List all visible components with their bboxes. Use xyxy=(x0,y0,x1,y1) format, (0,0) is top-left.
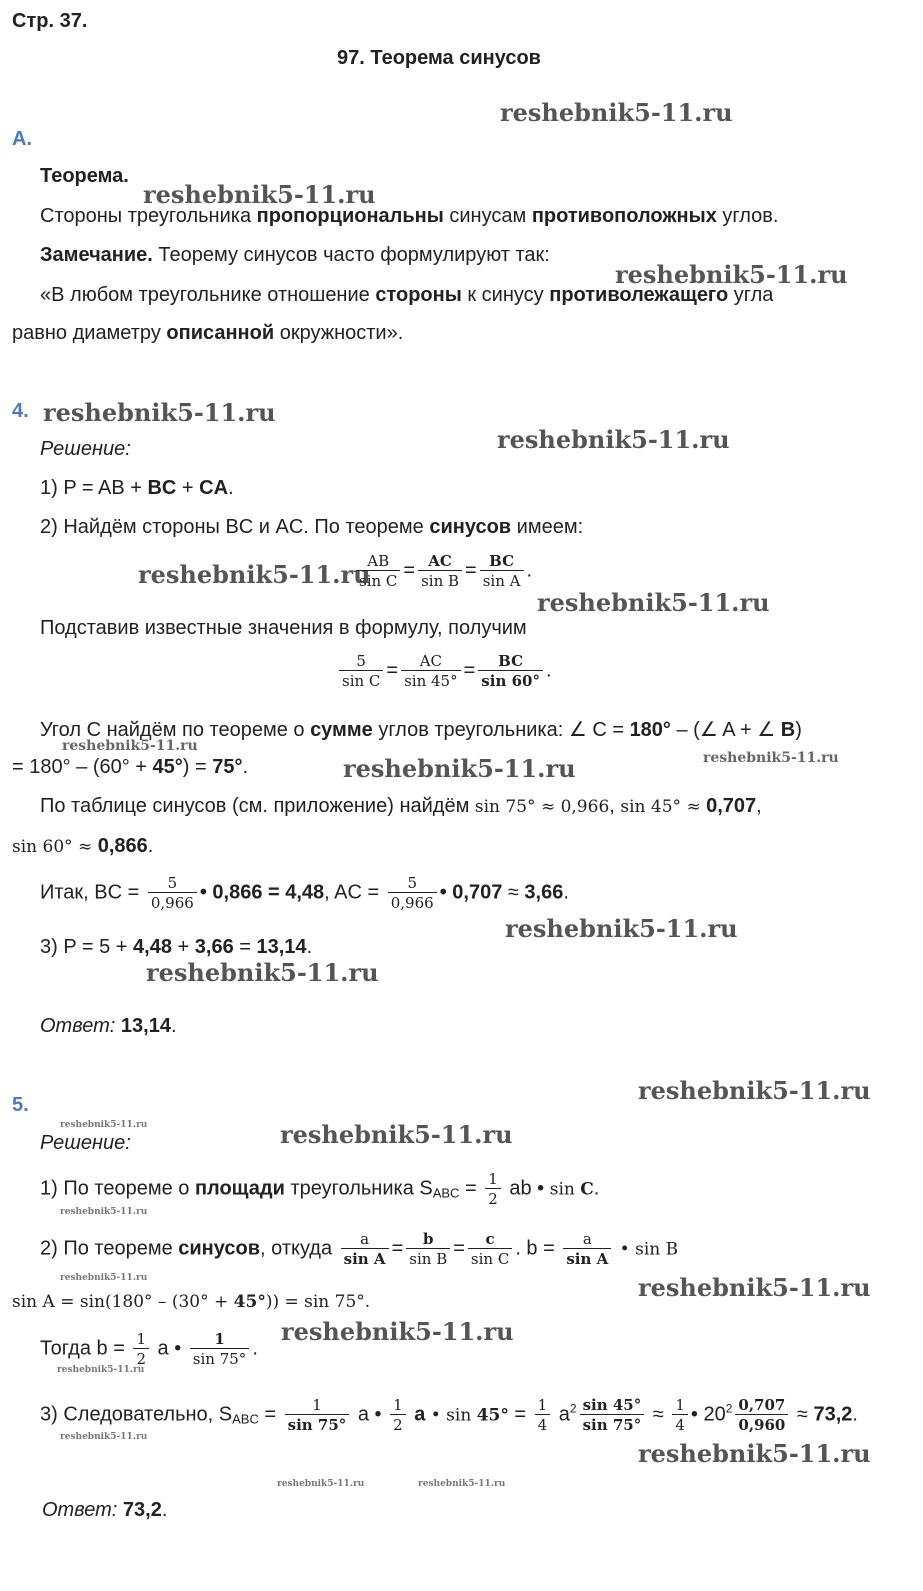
sine-table-line-1: По таблице синусов (см. приложение) найдём sin 75° ≈ 0,966, sin 45° ≈ 0,707, xyxy=(40,795,762,817)
sine-table-line-2: sin 60° ≈ 0,866. xyxy=(12,835,154,857)
watermark: reshebnik5-11.ru xyxy=(138,560,371,589)
answer-5: Ответ: 73,2. xyxy=(42,1499,168,1521)
answer-4: Ответ: 13,14. xyxy=(40,1015,177,1037)
task-marker-5: 5. xyxy=(12,1094,29,1116)
watermark: reshebnik5-11.ru xyxy=(638,1076,871,1105)
theorem-text: Стороны треугольника пропорциональны синусам противоположных углов. xyxy=(40,205,779,227)
watermark: reshebnik5-11.ru xyxy=(281,1317,514,1346)
substitution-text: Подставив известные значения в формулу, получим xyxy=(40,617,527,639)
watermark: reshebnik5-11.ru xyxy=(43,398,276,427)
watermark: reshebnik5-11.ru xyxy=(143,180,376,209)
solution-label: Решение: xyxy=(40,438,131,460)
watermark: reshebnik5-11.ru xyxy=(60,1432,148,1442)
sine-law-formula: $\frac{AB}{\text{sin C}}$ = $\frac{AC}{\text{sin B}}$ = $\frac{BC}{\text{sin A}}$ . xyxy=(353,552,532,590)
angle-c-line-1: Угол C найдём по теореме о сумме углов треугольника: ∠ C = 180° – (∠ A + ∠ B) xyxy=(40,719,802,741)
watermark: reshebnik5-11.ru xyxy=(418,1479,506,1489)
watermark: reshebnik5-11.ru xyxy=(60,1207,148,1217)
b-expression: Тогда b = $\frac{1}{2}$ a • $\frac{1}{\sin 75^\circ}$ . xyxy=(40,1330,258,1368)
step-2: 2) Найдём стороны BC и AC. По теореме синусов имеем: xyxy=(40,516,584,538)
remark-text: Замечание. Теорему синусов часто формулируют так: xyxy=(40,244,550,266)
quote-line-2: равно диаметру описанной окружности». xyxy=(12,322,404,344)
substituted-formula: $\frac{5}{\text{sin C}}$ = $\frac{AC}{\sin 45^\circ}$ = $\frac{BC}{\sin 60^\circ}$ . xyxy=(336,652,552,690)
watermark: reshebnik5-11.ru xyxy=(146,958,379,987)
section-marker-a: А. xyxy=(12,128,32,150)
watermark: reshebnik5-11.ru xyxy=(703,750,839,766)
quote-line-1: «В любом треугольнике отношение стороны к синусу противолежащего угла xyxy=(40,284,774,306)
angle-c-line-2: = 180° – (60° + 45°) = 75°. xyxy=(12,756,249,778)
page-label: Стр. 37. xyxy=(12,10,88,32)
watermark: reshebnik5-11.ru xyxy=(505,914,738,943)
watermark: reshebnik5-11.ru xyxy=(277,1479,365,1489)
step-1: 1) P = AB + BC + CA. xyxy=(40,477,234,499)
task-marker-4: 4. xyxy=(12,400,29,422)
step-3: 3) P = 5 + 4,48 + 3,66 = 13,14. xyxy=(40,936,313,958)
watermark: reshebnik5-11.ru xyxy=(60,1120,148,1130)
watermark: reshebnik5-11.ru xyxy=(638,1273,871,1302)
watermark: reshebnik5-11.ru xyxy=(280,1120,513,1149)
watermark: reshebnik5-11.ru xyxy=(537,588,770,617)
result-sides: Итак, BC = $\frac{5}{0,966}$ • 0,866 = 4,48, AC = $\frac{5}{0,966}$ • 0,707 ≈ 3,66. xyxy=(40,874,569,912)
solution-label: Решение: xyxy=(40,1132,131,1154)
area-step-3: 3) Следовательно, $S_{ABC}$ = $\frac{1}{\sin 75^\circ}$ a • $\frac{1}{2}$ a • sin 45° = $\frac{1}{4}$ $a^2$ $\frac{\sin 45^\circ}{\sin 75^\circ}$ ≈ $\frac{1}{4}$ • $20^2$ $\frac{0,707}{0,960}$ ≈ 73,2. xyxy=(40,1396,858,1434)
watermark: reshebnik5-11.ru xyxy=(500,98,733,127)
area-step-1: 1) По теореме о площади треугольника $S_{ABC}$ = $\frac{1}{2}$ ab • sin C. xyxy=(40,1170,600,1208)
watermark: reshebnik5-11.ru xyxy=(343,754,576,783)
watermark: reshebnik5-11.ru xyxy=(62,738,198,754)
watermark: reshebnik5-11.ru xyxy=(60,1273,148,1283)
theorem-heading: Теорема. xyxy=(40,165,129,187)
watermark: reshebnik5-11.ru xyxy=(638,1439,871,1468)
area-step-2: 2) По теореме синусов, откуда $\frac{a}{\text{sin A}}$ = $\frac{b}{\text{sin B}}$ = $\frac{c}{\text{sin C}}$ . b = $\frac{a}{\text{sin A}}$ • sin B xyxy=(40,1230,679,1268)
watermark: reshebnik5-11.ru xyxy=(57,1365,145,1375)
watermark: reshebnik5-11.ru xyxy=(497,425,730,454)
page-title: 97. Теорема синусов xyxy=(337,47,541,69)
sin-a-line: sin A = sin(180° – (30° + 45°)) = sin 75°. xyxy=(12,1292,371,1312)
watermark: reshebnik5-11.ru xyxy=(615,260,848,289)
